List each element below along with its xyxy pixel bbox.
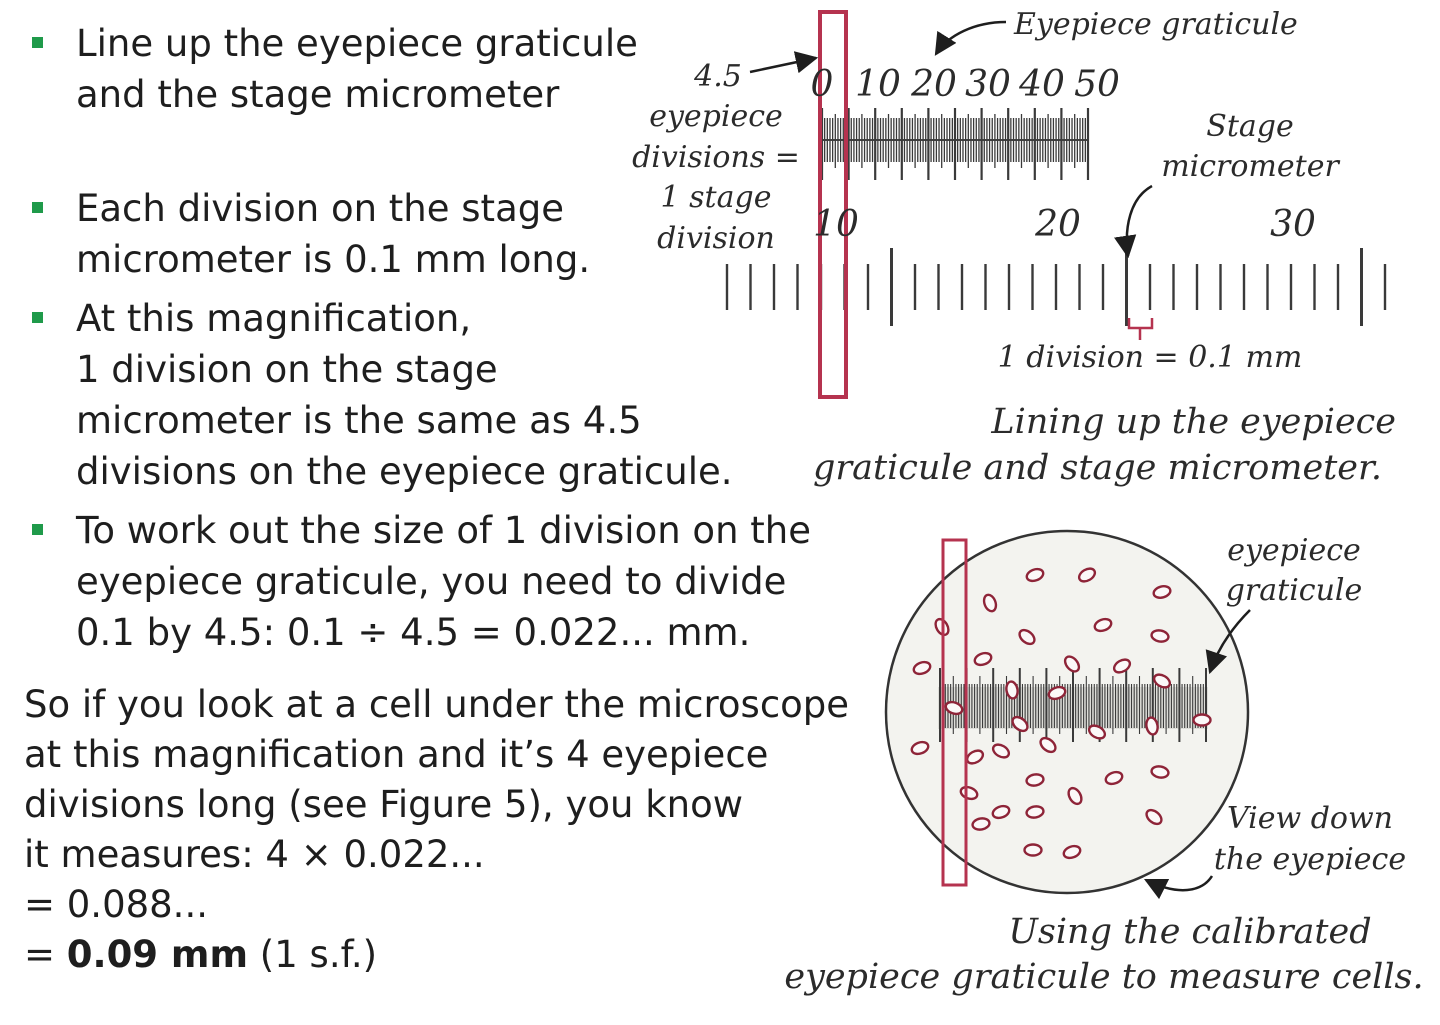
division-bracket — [1129, 318, 1152, 340]
final-suffix: (1 s.f.) — [248, 933, 378, 976]
ratio-label-line: 1 stage — [660, 180, 772, 215]
ratio-arrow-icon — [750, 58, 816, 72]
division-label: 1 division = 0.1 mm — [997, 340, 1303, 375]
final-prefix: = — [24, 933, 67, 976]
paragraph-line: at this magnification and it’s 4 eyepiece — [24, 733, 769, 776]
graticule-scale — [822, 108, 1088, 180]
micrometer-tick-label: 10 — [813, 204, 859, 245]
micrometer-tick-label: 30 — [1270, 204, 1316, 245]
graticule-tick-label: 10 — [855, 64, 901, 105]
bullet-line: 0.1 by 4.5: 0.1 ÷ 4.5 = 0.022... mm. — [76, 611, 751, 654]
bullet-line: micrometer is 0.1 mm long. — [76, 238, 591, 281]
fov-graticule-label-line: graticule — [1225, 573, 1363, 608]
paragraph-line: it measures: 4 × 0.022... — [24, 833, 485, 876]
final-answer: 0.09 mm — [66, 933, 249, 976]
ratio-label-line: eyepiece — [649, 99, 783, 134]
bullet-line: Each division on the stage — [76, 187, 564, 230]
cell — [1025, 845, 1042, 856]
micrometer-tick-label: 20 — [1035, 204, 1081, 245]
view-label-line: the eyepiece — [1213, 842, 1407, 877]
graticule-tick-label: 50 — [1074, 64, 1120, 105]
bottom-caption-line: eyepiece graticule to measure cells. — [784, 957, 1424, 997]
view-label-line: View down — [1227, 801, 1393, 836]
paragraph-line: = 0.088... — [24, 883, 208, 926]
graticule-tick-label: 40 — [1019, 64, 1065, 105]
bullet-line: At this magnification, — [76, 297, 472, 340]
stage-arrow-icon — [1127, 186, 1152, 256]
top-caption-line: graticule and stage micrometer. — [813, 448, 1382, 488]
top-figure — [632, 7, 1396, 488]
bullet-line: 1 division on the stage — [76, 348, 498, 391]
graticule-tick-label: 0 — [810, 64, 834, 105]
stage-micrometer-label-line: Stage — [1206, 109, 1294, 144]
eyepiece-graticule-label: Eyepiece graticule — [1014, 7, 1298, 42]
bottom-figure — [784, 531, 1423, 997]
eyepiece-arrow-icon — [936, 22, 1006, 54]
top-caption-line: Lining up the eyepiece — [991, 402, 1396, 442]
stage-micrometer-label-line: micrometer — [1161, 149, 1339, 184]
ratio-label-line: divisions = — [632, 140, 800, 175]
ratio-label-line: division — [657, 221, 775, 256]
bullet-line: To work out the size of 1 division on the — [76, 509, 811, 552]
view-arrow-icon — [1146, 876, 1212, 890]
bottom-caption-line: Using the calibrated — [1008, 912, 1372, 952]
fov-graticule-label-line: eyepiece — [1227, 533, 1361, 568]
paragraph-line: So if you look at a cell under the microscope — [24, 683, 850, 726]
bullet-line: eyepiece graticule, you need to divide — [76, 560, 787, 603]
ratio-label-line: 4.5 — [694, 59, 742, 94]
paragraph-line: divisions long (see Figure 5), you know — [24, 783, 743, 826]
bullet-line: divisions on the eyepiece graticule. — [76, 450, 733, 493]
graticule-tick-label: 20 — [911, 64, 957, 105]
cell — [1194, 715, 1211, 726]
bullet-line: Line up the eyepiece graticule — [76, 22, 638, 65]
stage-micrometer-scale — [727, 248, 1385, 326]
bullet-line: and the stage micrometer — [76, 73, 560, 116]
graticule-tick-label: 30 — [965, 64, 1011, 105]
bullet-line: micrometer is the same as 4.5 — [76, 399, 642, 442]
